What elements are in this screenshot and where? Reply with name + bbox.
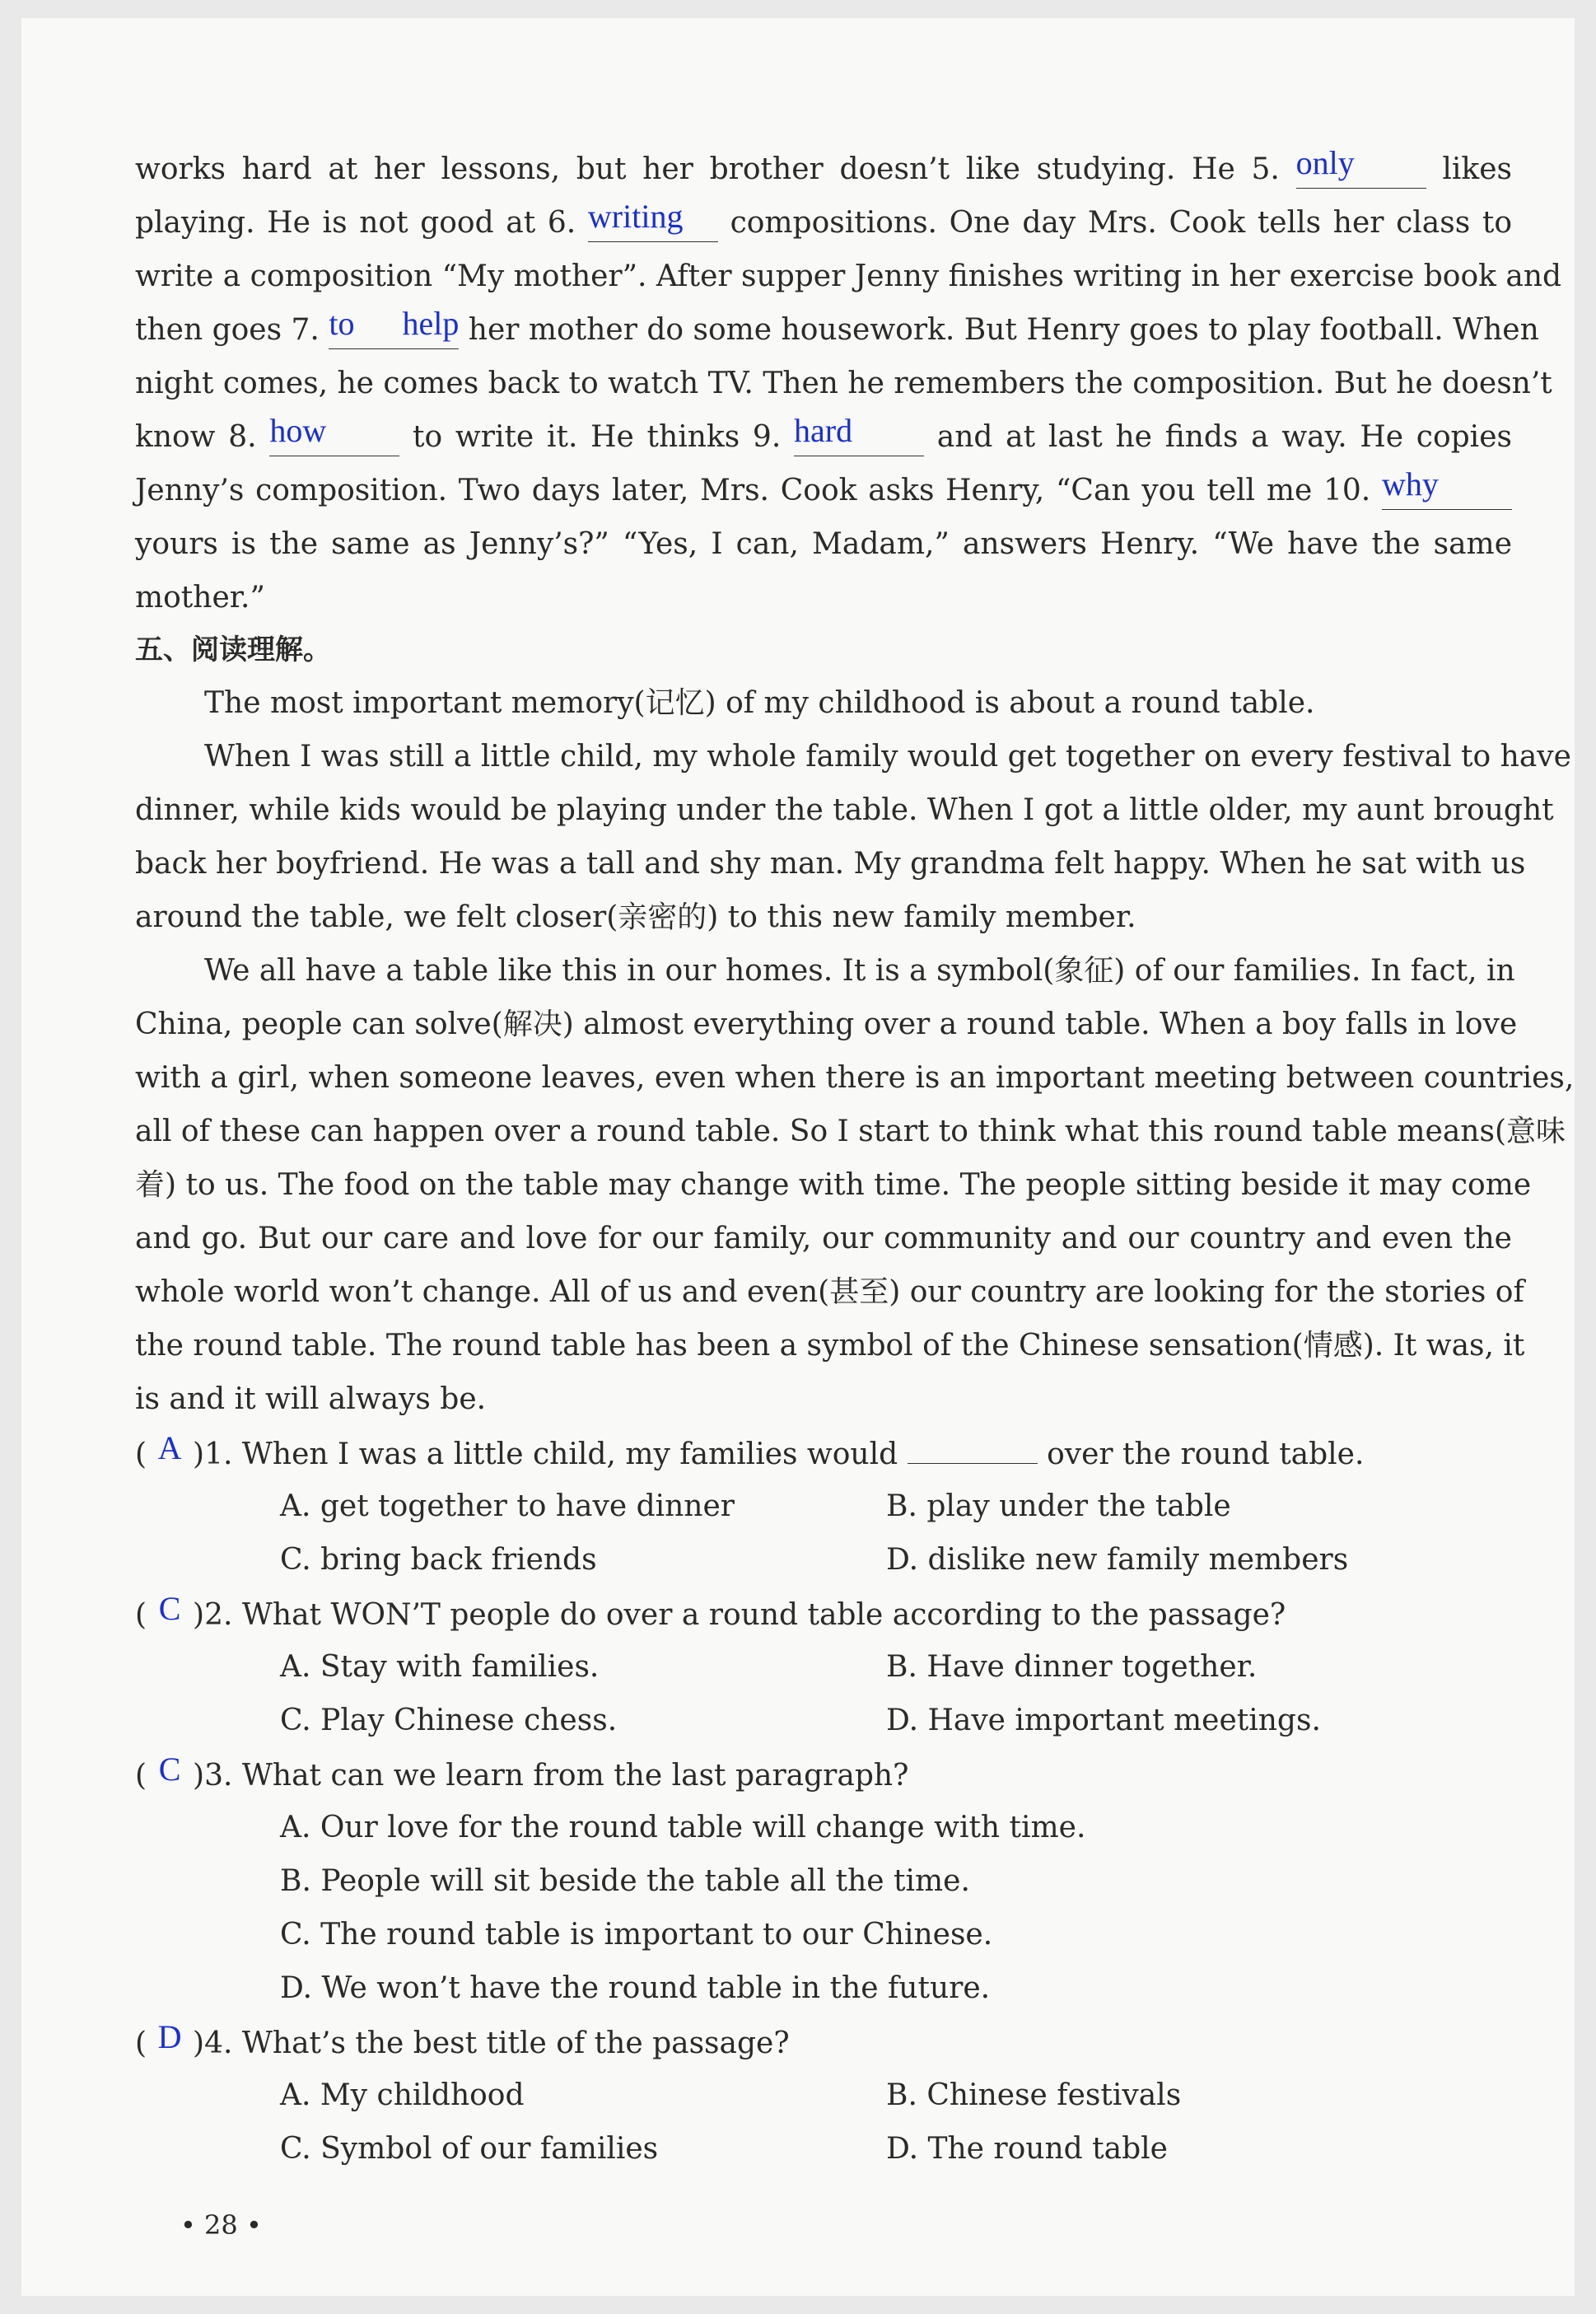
question-3 (135, 1748, 1512, 1803)
answer-10: why (1382, 465, 1439, 503)
question-stem: over the round table. (1047, 1437, 1365, 1471)
option-c: C. The round table is important to our Chinese. (280, 1918, 993, 1952)
option-a: A. Our love for the round table will change with time. (280, 1811, 1086, 1844)
question-1 (135, 1427, 1512, 1482)
passage-p3-line: We all have a table like this in our homes. It is a symbol(象征) of our families. In fact, in (204, 954, 1515, 988)
question-stem: What WON’T people do over a round table according to the passage? (241, 1598, 1286, 1632)
passage-p3-line: whole world won’t change. All of us and even(甚至) our country are looking for the stories of (135, 1275, 1524, 1309)
cloze-blank-9 (794, 412, 924, 456)
passage-p3-line: and go. But our care and love for our family, our community and our country and even the (135, 1222, 1512, 1255)
passage-p2-line: When I was still a little child, my whole family would get together on every festival to have (204, 740, 1571, 774)
question-1-answer: A (157, 1429, 182, 1466)
option-b: B. People will sit beside the table all the time. (280, 1864, 970, 1898)
option-c: C. Play Chinese chess. (280, 1704, 618, 1737)
cloze-text: likes (1442, 152, 1513, 186)
option-d: D. We won’t have the round table in the future. (280, 1971, 991, 2005)
passage-p3-line: 着) to us. The food on the table may change with time. The people sitting beside it may come (135, 1168, 1532, 1202)
option-a: A. Stay with families. (280, 1650, 600, 1684)
cloze-line-3: write a composition “My mother”. After supper Jenny finishes writing in her exercise book and (135, 259, 1562, 293)
question-number: )2. (193, 1598, 233, 1632)
question-4 (135, 2016, 1512, 2071)
paren-open: ( (135, 1437, 147, 1471)
cloze-line-2 (135, 197, 1512, 250)
cloze-blank-7 (329, 305, 460, 349)
question-stem: What’s the best title of the passage? (241, 2027, 790, 2060)
option-a: A. get together to have dinner (280, 1489, 735, 1523)
cloze-text: know 8. (135, 420, 257, 454)
page-number: • 28 • (180, 2209, 262, 2241)
cloze-line-1 (135, 143, 1512, 197)
answer-9: hard (794, 412, 853, 449)
cloze-line-4 (135, 304, 1539, 358)
question-2-answer: C (158, 1590, 181, 1627)
cloze-line-5: night comes, he comes back to watch TV. Then he remembers the composition. But he doesn’t (135, 367, 1552, 400)
cloze-text: then goes 7. (135, 313, 320, 347)
cloze-blank-5 (1295, 144, 1426, 189)
passage-p3-line: all of these can happen over a round table. So I start to think what this round table means(意味 (135, 1115, 1566, 1148)
cloze-text: playing. He is not good at 6. (135, 206, 576, 240)
cloze-text: and at last he finds a way. He copies (936, 420, 1512, 454)
cloze-text: Jenny’s composition. Two days later, Mrs. Cook asks Henry, “Can you tell me 10. (135, 474, 1371, 507)
option-a: A. My childhood (280, 2078, 525, 2112)
question-blank (908, 1463, 1038, 1464)
passage-p3-line: the round table. The round table has been a symbol of the Chinese sensation(情感). It was, it (135, 1329, 1525, 1363)
cloze-line-8: yours is the same as Jenny’s?” “Yes, I can, Madam,” answers Henry. “We have the same (135, 527, 1512, 561)
cloze-line-6 (135, 411, 1512, 465)
passage-p2-line: dinner, while kids would be playing under the table. When I got a little older, my aunt brought (135, 793, 1554, 827)
question-number: )3. (193, 1759, 233, 1793)
question-number: )4. (193, 2027, 233, 2060)
option-c: C. bring back friends (280, 1543, 597, 1577)
section-title: 五、阅读理解。 (135, 633, 331, 666)
option-b: B. Have dinner together. (886, 1650, 1258, 1684)
passage-p2-line: around the table, we felt closer(亲密的) to this new family member. (135, 900, 1136, 934)
question-stem: When I was a little child, my families would (241, 1437, 898, 1471)
cloze-line-7 (135, 465, 1512, 518)
question-2 (135, 1587, 1512, 1643)
cloze-text: to write it. He thinks 9. (413, 420, 782, 454)
cloze-text: her mother do some housework. But Henry goes to play football. When (468, 313, 1539, 347)
option-b: B. play under the table (886, 1489, 1231, 1523)
question-3-answer: C (158, 1751, 181, 1788)
passage-p1: The most important memory(记忆) of my childhood is about a round table. (204, 686, 1315, 720)
option-d: D. dislike new family members (886, 1543, 1349, 1577)
cloze-text: works hard at her lessons, but her brother doesn’t like studying. He 5. (135, 152, 1280, 186)
passage-p3-line: China, people can solve(解决) almost everything over a round table. When a boy falls in love (135, 1007, 1518, 1041)
passage-p3-line: is and it will always be. (135, 1382, 487, 1416)
question-stem: What can we learn from the last paragraph? (241, 1759, 909, 1793)
paren-open: ( (135, 2027, 147, 2060)
answer-5: only (1295, 144, 1355, 181)
passage-p2-line: back her boyfriend. He was a tall and shy man. My grandma felt happy. When he sat with us (135, 847, 1526, 881)
answer-8: how (269, 412, 327, 449)
cloze-blank-10 (1382, 465, 1512, 510)
question-number: )1. (193, 1437, 233, 1471)
cloze-blank-8 (269, 412, 399, 456)
cloze-text: compositions. One day Mrs. Cook tells her class to (730, 206, 1513, 240)
question-4-answer: D (157, 2018, 182, 2055)
option-c: C. Symbol of our families (280, 2132, 659, 2166)
passage-p3-line: with a girl, when someone leaves, even when there is an important meeting between countries, (135, 1061, 1575, 1095)
paren-open: ( (135, 1598, 147, 1632)
workbook-page (21, 18, 1575, 2296)
answer-7: to help (329, 305, 460, 342)
option-d: D. The round table (886, 2132, 1168, 2166)
option-b: B. Chinese festivals (886, 2078, 1182, 2112)
answer-6: writing (587, 198, 684, 235)
option-d: D. Have important meetings. (886, 1704, 1321, 1737)
cloze-blank-6 (587, 198, 718, 242)
paren-open: ( (135, 1759, 147, 1793)
cloze-line-9: mother.” (135, 581, 265, 615)
